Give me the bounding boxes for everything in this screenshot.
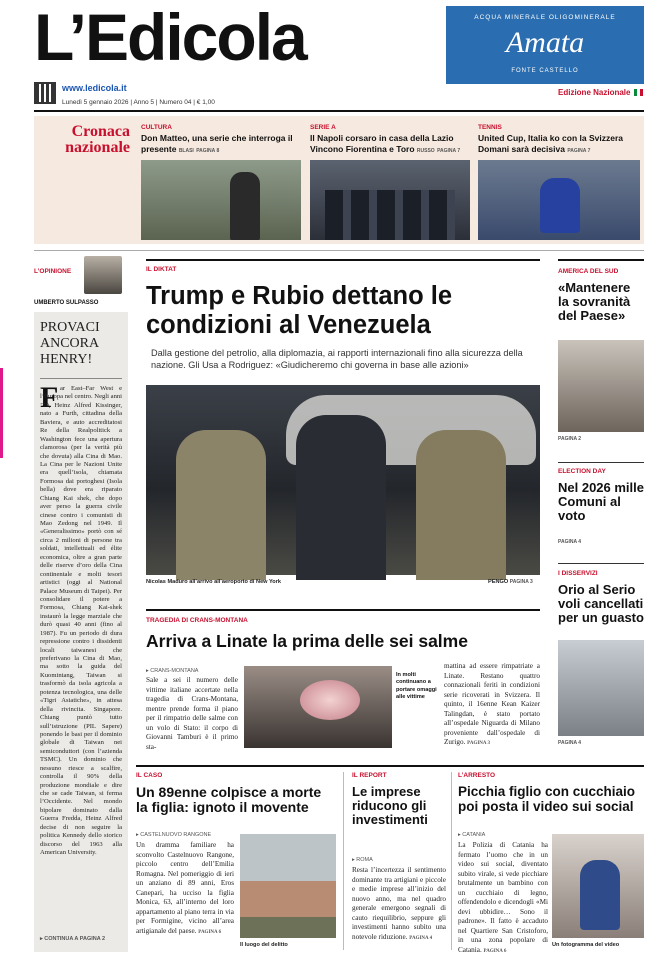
- lead-kicker: IL DIKTAT: [146, 266, 177, 273]
- opinion-title: PROVACI ANCORA HENRY!: [40, 320, 100, 368]
- right-rule: [558, 259, 644, 261]
- bottom-headline[interactable]: Un 89enne colpisce a morte la figlia: ignoto il movente: [136, 784, 322, 816]
- opinion-continue[interactable]: ▸ CONTINUA A PAGINA 2: [40, 936, 106, 942]
- right-kicker: I DISSERVIZI: [558, 570, 598, 577]
- bottom-caption: Un fotogramma del video: [552, 942, 620, 948]
- dateline: Lunedì 5 gennaio 2026 | Anno 5 | Numero 04 | € 1,00: [62, 99, 215, 106]
- bottom-body: La Polizia di Catania ha fermato l’uomo che in un video sui social, diventato subito virale, si vede picchiare brutalmente un bambino con un cucchiaio di legno, offendendolo e dicendogli «Mi devi ubbidire… Sono il padrone». Il fatto è accaduto nel Quartiere San Cristoforo, in una zona popolare di Catania. PAGINA 6: [458, 841, 548, 954]
- teaser-kicker: CULTURA: [141, 124, 172, 131]
- teaser-photo-player: [540, 178, 580, 233]
- italian-flag-icon: [634, 89, 643, 96]
- lead-photo-maduro: [296, 415, 386, 580]
- right-photo[interactable]: [558, 340, 644, 432]
- col-divider: [343, 772, 344, 950]
- bottom-dateline: ▸ CASTELNUOVO RANGONE: [136, 832, 212, 838]
- crans-photo-flowers: [300, 680, 360, 720]
- site-url[interactable]: www.ledicola.it: [62, 83, 127, 93]
- masthead-title: L’Edicola: [34, 0, 306, 74]
- teaser-photo-figure: [230, 172, 260, 240]
- teaser-kicker: TENNIS: [478, 124, 502, 131]
- opinion-dropcap: F: [40, 381, 59, 414]
- bottom-caption: Il luogo del delitto: [240, 942, 288, 948]
- lead-photo-agent-left: [176, 430, 266, 580]
- bottom-dateline: ▸ CATANIA: [458, 832, 486, 838]
- bottom-kicker: L’ARRESTO: [458, 772, 496, 779]
- bottom-kicker: IL CASO: [136, 772, 163, 779]
- right-headline[interactable]: Orio al Serio voli cancellati per un guasto: [558, 582, 644, 626]
- right-page: PAGINA 2: [558, 436, 582, 442]
- crans-dateline: ▸ CRANS-MONTANA: [146, 668, 199, 674]
- lead-photo[interactable]: [146, 385, 540, 575]
- bottom-dateline: ▸ ROMA: [352, 857, 373, 863]
- opinion-body: ar East–Far West e l’Europa nel centro. Negli anni ’70, Heinz Alfred Kissinger, nato a Furth, cittadina della Baviera, e auto accreditatosi Re della Realpolitick a Washington fece una apertura clamorosa (per la verità più che dovuta) alla Cina di Mao. La Cina per le Nazioni Unite era quell’isola, chiamata Formosa dai portoghesi (Isola bella) dove era riparato Chiang Kai shek, che dopo aver perso la guerra civile cinese contro i comunisti di Mao Zedong nel 1949. Il «Generalissimo» portò con sé circa 2 milioni di persone tra soldati, intellettuali ed élite economica, oltre a gran parte delle riserve d’oro della Cina continentale e molti tesori artistici (oggi al National Palace Museum di Taipei). Per consolidare il potere a Formosa, Chiang Kai-shek instaurò la legge marziale che durò quasi 40 anni (fino al 1987). Fu un periodo di dura repressione contro i dissidenti locali taiwanesi che preferivano la Cina di Mao, ma sotto la guida del Kuomintang, Taiwan si trasformò da isola agricola a potenza tecnologica, una delle «Tigri Asiatiche», in attesa della rivincita. Singapore. Chiang puntò tutto sull’istruzione (PIL Sapere) ponendo le basi per il dominio globale di Taiwan nei semiconduttori (con l’azienda TSMC). Un dominio che nessuno riesce a scalfire, controlla il 90% della produzione mondiale e dire che se cade Taiwan, si ferma l’Occidente. Nel mondo bipolare dominato dalla Guerra Fredda, Heinz Alfred decise di non seguire la politica Kennedy dello storico discorso del 1963 alla American University.: [40, 385, 122, 857]
- crans-rule: [146, 609, 540, 611]
- right-headline[interactable]: «Mantenere la sovranità del Paese»: [558, 280, 631, 324]
- lead-headline[interactable]: Trump e Rubio dettano le condizioni al Venezuela: [146, 282, 453, 339]
- bottom-body: Resta l’incertezza il sentimento dominante tra artigiani e piccole e medie imprese all’inizio del nuovo anno, ma nel quadro generale emergono segnali di cauto riequilibrio, seppure gli investimenti hanno subìto una notevole riduzione. PAGINA 4: [352, 866, 446, 941]
- right-rule: [558, 563, 644, 564]
- lead-caption: Nicolas Maduro all’arrivo all’aeroporto di New York: [146, 579, 282, 585]
- right-headline[interactable]: Nel 2026 mille Comuni al voto: [558, 480, 644, 524]
- opinion-author: UMBERTO SULPASSO: [34, 300, 99, 306]
- bottom-body: Un dramma familiare ha sconvolto Castelnuovo Rangone, piccolo centro dell’Emilia Romagna. Nel pomeriggio di ieri un anziano di 89 anni, Eros Canepari, ha ucciso la figlia Monica, 63, all’interno del loro appartamento al piano terra in via per Formigine, vicino all’area artigianale del paese. PAGINA 6: [136, 841, 234, 935]
- crans-kicker: TRAGEDIA DI CRANS-MONTANA: [146, 617, 248, 624]
- right-kicker: ELECTION DAY: [558, 468, 606, 475]
- masthead-rule: [34, 110, 644, 112]
- right-page: PAGINA 4: [558, 740, 582, 746]
- bottom-rule: [136, 765, 644, 767]
- ad-tagline: ACQUA MINERALE OLIGOMINERALE: [474, 14, 616, 21]
- edition-label: Edizione Nazionale: [558, 88, 631, 97]
- opinion-rule: [40, 378, 122, 379]
- ad-brand: Amata: [505, 26, 585, 59]
- ad-sub: FONTE CASTELLO: [511, 68, 579, 74]
- opinion-label: L’OPINIONE: [34, 268, 72, 275]
- lead-rule: [146, 259, 540, 261]
- right-kicker: AMERICA DEL SUD: [558, 268, 619, 275]
- lead-standfirst: Dalla gestione del petrolio, alla diplomazia, ai rapporti internazionali fino alla sicurezza della nazione. Gli Usa a Rodriguez: «Giudicheremo chi governa in base alle azioni»: [151, 348, 523, 370]
- band-rule: [34, 250, 644, 251]
- right-photo[interactable]: [558, 640, 644, 736]
- crans-headline[interactable]: Arriva a Linate la prima delle sei salme: [146, 631, 468, 651]
- teaser-photo[interactable]: [141, 160, 301, 240]
- lead-photo-byline: PENGO PAGINA 3: [488, 579, 533, 585]
- right-rule: [558, 462, 644, 463]
- bottom-photo-child: [580, 860, 620, 930]
- bottom-kicker: IL REPORT: [352, 772, 387, 779]
- teaser-headline[interactable]: United Cup, Italia ko con la Svizzera Domani sarà decisiva PAGINA 7: [478, 133, 624, 154]
- teaser-photo-players: [325, 190, 455, 240]
- crans-body: Sale a sei il numero delle vittime italiane accertate nella tragedia di Crans-Montana, mentre prende forma il piano per il rimpatrio delle salme con un volo di Stato: il corpo di Giovanni Tamburi è il primo sta-: [146, 676, 238, 751]
- bottom-photo[interactable]: [240, 834, 336, 938]
- lead-photo-agent-right: [416, 430, 506, 580]
- bottom-headline[interactable]: Le imprese riducono gli investimenti: [352, 784, 428, 828]
- teaser-headline[interactable]: Il Napoli corsaro in casa della Lazio Vincono Fiorentina e Toro RUSSO PAGINA 7: [310, 133, 461, 154]
- edge-accent: [0, 368, 3, 458]
- crans-photo-caption: In molti continuano a portare omaggi alle vittime: [396, 672, 437, 700]
- col-divider: [451, 772, 452, 950]
- bottom-headline[interactable]: Picchia figlio con cucchiaio poi posta il video sui social: [458, 784, 636, 814]
- section-title: Cronaca nazionale: [65, 123, 130, 156]
- qr-code-icon: [34, 82, 56, 104]
- crans-body-2: mattina ad essere rimpatriate a Linate. Restano quattro connazionali feriti in condizioni serie ricoverati in Svizzera. Il quinto, il 16enne Kean Kaizer Talingdan, è stato portato all’ospedale Niguarda di Milano proveniente dall’ospedale di Zurigo. PAGINA 3: [444, 662, 540, 746]
- teaser-kicker: SERIE A: [310, 124, 336, 131]
- right-page: PAGINA 4: [558, 539, 582, 545]
- teaser-headline[interactable]: Don Matteo, una serie che interroga il presente BLASI PAGINA 8: [141, 133, 293, 154]
- author-avatar: [84, 256, 122, 294]
